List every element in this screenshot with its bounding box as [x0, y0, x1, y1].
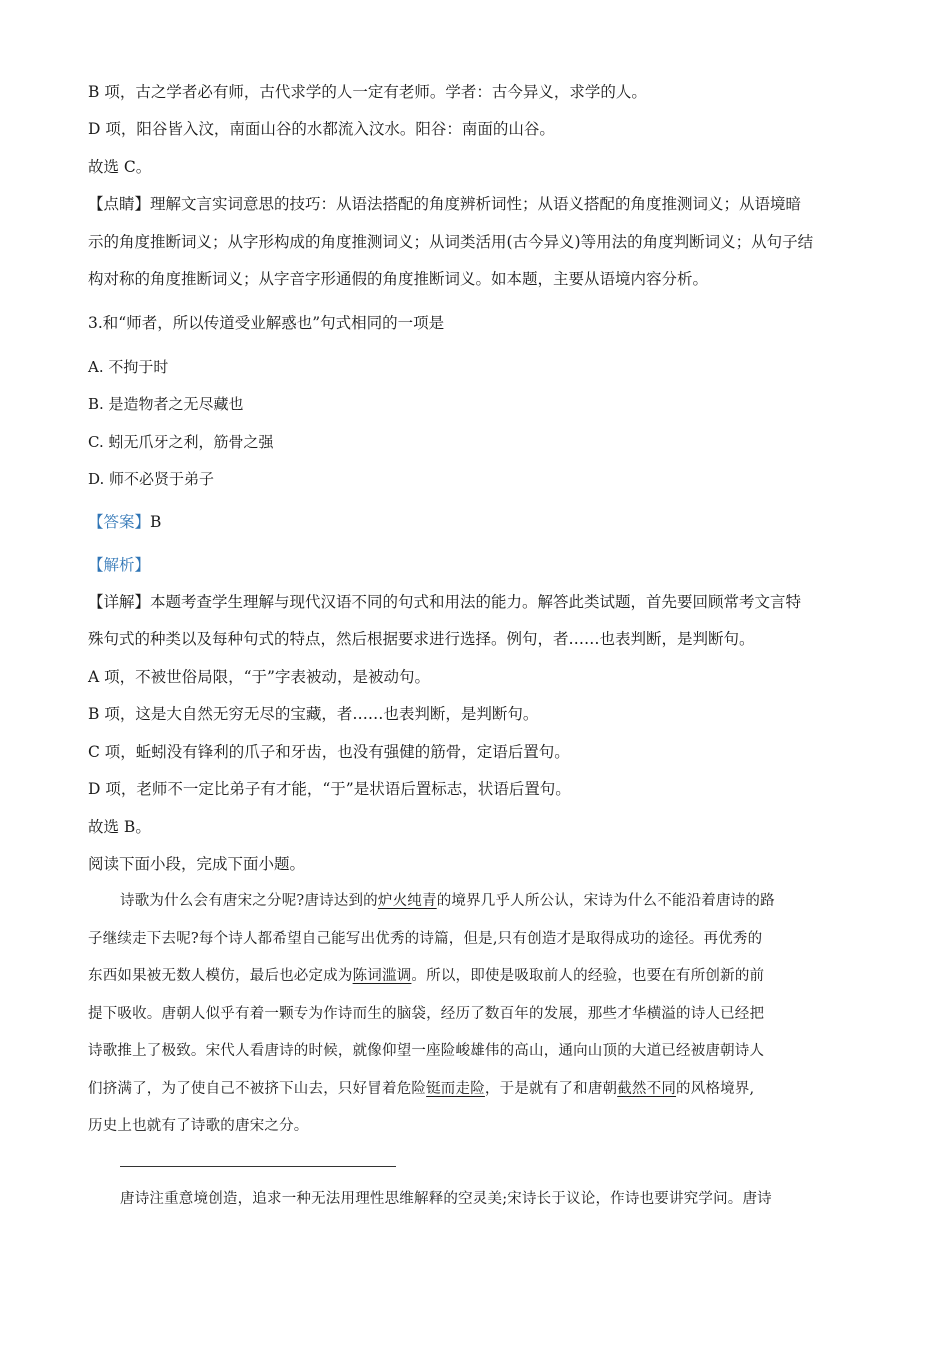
text-line: D 项，阳谷皆入汶，南面山谷的水都流入汶水。阳谷：南面的山谷。 [88, 120, 555, 138]
text-line: C 项，蚯蚓没有锋利的爪子和牙齿，也没有强健的筋骨，定语后置句。 [88, 743, 570, 761]
passage-text: ，于是就有了和唐朝 [484, 1081, 618, 1097]
passage-text: 们挤满了，为了使自己不被挤下山去，只好冒着危险 [88, 1081, 427, 1097]
reading-instruction: 阅读下面小段，完成下面小题。 [88, 855, 306, 873]
passage-line [88, 966, 764, 986]
text-line: 示的角度推断词义；从字形构成的角度推测词义；从词类活用(古今异义)等用法的角度判断词义；从句子结 [88, 233, 814, 251]
underlined-phrase: 陈词滥调 [352, 968, 412, 984]
text-line: 构对称的角度推断词义；从字音字形通假的角度推断词义。如本题，主要从语境内容分析。 [88, 270, 709, 288]
xiangjie-tag: 【详解】 [88, 593, 151, 611]
jiexi-tag: 【解析】 [88, 556, 151, 574]
text-line: 故选 C。 [88, 158, 152, 176]
passage-line: 历史上也就有了诗歌的唐宋之分。 [88, 1118, 309, 1134]
xiangjie-paragraph-line [88, 592, 801, 612]
underlined-phrase: 铤而走险 [426, 1081, 485, 1097]
dianjing-text: 理解文言实词意思的技巧：从语法搭配的角度辨析词性；从语义搭配的角度推测词义；从语境暗 [150, 195, 802, 213]
option-c: C. 蚓无爪牙之利，筋骨之强 [88, 433, 274, 451]
passage-line [120, 891, 775, 911]
underlined-phrase: 截然不同 [617, 1081, 677, 1097]
answer-tag: 【答案】 [88, 513, 151, 531]
option-d: D. 师不必贤于弟子 [88, 470, 215, 488]
passage-line: 诗歌推上了极致。宋代人看唐诗的时候，就像仰望一座险峻雄伟的高山，通向山顶的大道已经被唐朝诗人 [88, 1043, 765, 1059]
underlined-phrase: 炉火纯青 [377, 893, 437, 909]
passage-line: 唐诗注重意境创造，追求一种无法用理性思维解释的空灵美;宋诗长于议论，作诗也要讲究学问。唐诗 [120, 1191, 772, 1207]
passage-text: 诗歌为什么会有唐宋之分呢?唐诗达到的 [120, 893, 378, 909]
option-a: A. 不拘于时 [88, 358, 169, 376]
dianjing-tag: 【点睛】 [88, 195, 151, 213]
passage-text: 的境界几乎人所公认，宋诗为什么不能沿着唐诗的路 [436, 893, 775, 909]
passage-text: 东西如果被无数人模仿，最后也必定成为 [88, 968, 353, 984]
passage-line: 子继续走下去呢?每个诗人都希望自己能写出优秀的诗篇，但是,只有创造才是取得成功的途径。再优秀的 [88, 931, 763, 947]
xiangjie-text: 本题考查学生理解与现代汉语不同的句式和用法的能力。解答此类试题，首先要回顾常考文言特 [150, 593, 802, 611]
text-line: 殊句式的种类以及每种句式的特点，然后根据要求进行选择。例句，者……也表判断，是判断句。 [88, 630, 755, 648]
answer-line [88, 512, 161, 532]
text-line: B 项，这是大自然无穷无尽的宝藏，者……也表判断，是判断句。 [88, 705, 539, 723]
text-line: B 项，古之学者必有师，古代求学的人一定有老师。学者：古今异义，求学的人。 [88, 83, 647, 101]
passage-line [88, 1079, 754, 1099]
question-stem: 3.和“师者，所以传道受业解惑也”句式相同的一项是 [88, 314, 445, 332]
answer-value: B [150, 513, 162, 531]
dianjing-paragraph-line [88, 194, 801, 214]
passage-text: 的风格境界, [676, 1081, 755, 1097]
blank-answer-line [120, 1166, 396, 1167]
text-line: A 项，不被世俗局限，“于”字表被动，是被动句。 [88, 668, 430, 686]
option-b: B. 是造物者之无尽藏也 [88, 395, 244, 413]
passage-line: 提下吸收。唐朝人似乎有着一颗专为作诗而生的脑袋，经历了数百年的发展，那些才华横溢的诗人已经把 [88, 1006, 765, 1022]
text-line: D 项，老师不一定比弟子有才能，“于”是状语后置标志，状语后置句。 [88, 780, 571, 798]
text-line: 故选 B。 [88, 818, 151, 836]
passage-text: 。所以，即使是吸取前人的经验，也要在有所创新的前 [411, 968, 765, 984]
